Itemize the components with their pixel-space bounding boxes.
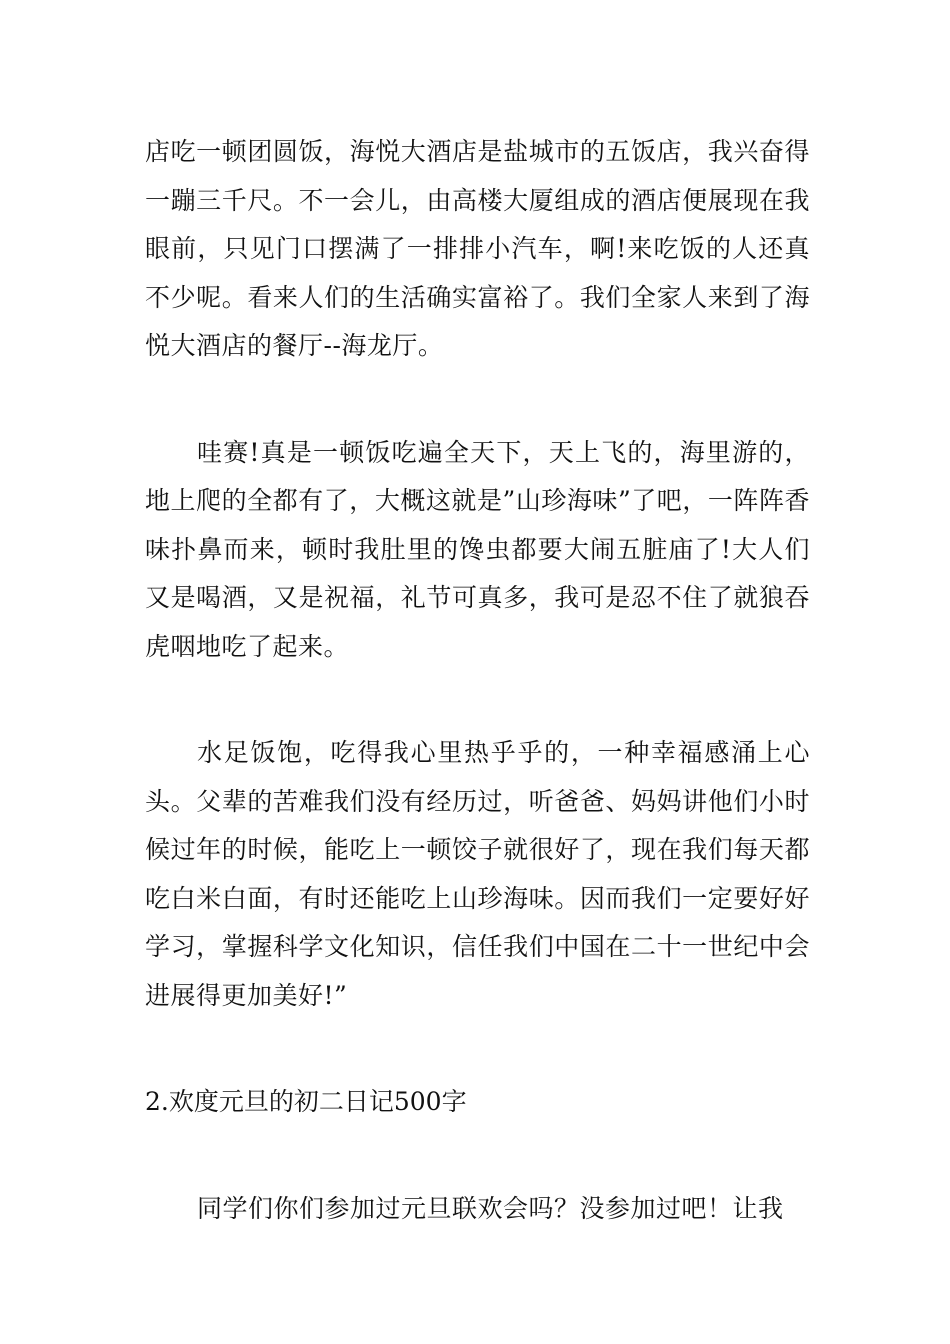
paragraph-gap <box>145 1020 810 1078</box>
section-heading: 2.欢度元旦的初二日记500字 <box>145 1087 467 1116</box>
paragraph-gap <box>145 671 810 729</box>
paragraph-gap <box>145 371 810 429</box>
paragraph-new-year-party: 同学们你们参加过元旦联欢会吗？没参加过吧！让我 <box>197 1193 784 1223</box>
paragraph-feast: 哇赛!真是一顿饭吃遍全天下，天上飞的，海里游的，地上爬的全都有了，大概这就是”山珍海味”了吧，一阵阵香味扑鼻而来，顿时我肚里的馋虫都要大闹五脏庙了!大人们又是喝酒，又是祝福，礼节可真多，我可是忍不住了就狼吞虎咽地吃了起来。 <box>145 437 810 661</box>
document-body <box>145 128 810 1233</box>
paragraph-gap <box>145 1127 810 1185</box>
paragraph-reflection: 水足饭饱，吃得我心里热乎乎的，一种幸福感涌上心头。父辈的苦难我们没有经历过，听爸爸、妈妈讲他们小时候过年的时候，能吃上一顿饺子就很好了，现在我们每天都吃白米白面，有时还能吃上山珍海味。因而我们一定要好好学习，掌握科学文化知识，信任我们中国在二十一世纪中会进展得更加美好!” <box>145 738 810 1010</box>
paragraph-restaurant-arrival: 店吃一顿团圆饭，海悦大酒店是盐城市的五饭店，我兴奋得一蹦三千尺。不一会儿，由高楼大厦组成的酒店便展现在我眼前，只见门口摆满了一排排小汽车，啊!来吃饭的人还真不少呢。看来人们的生活确实富裕了。我们全家人来到了海悦大酒店的餐厅--海龙厅。 <box>145 137 810 360</box>
